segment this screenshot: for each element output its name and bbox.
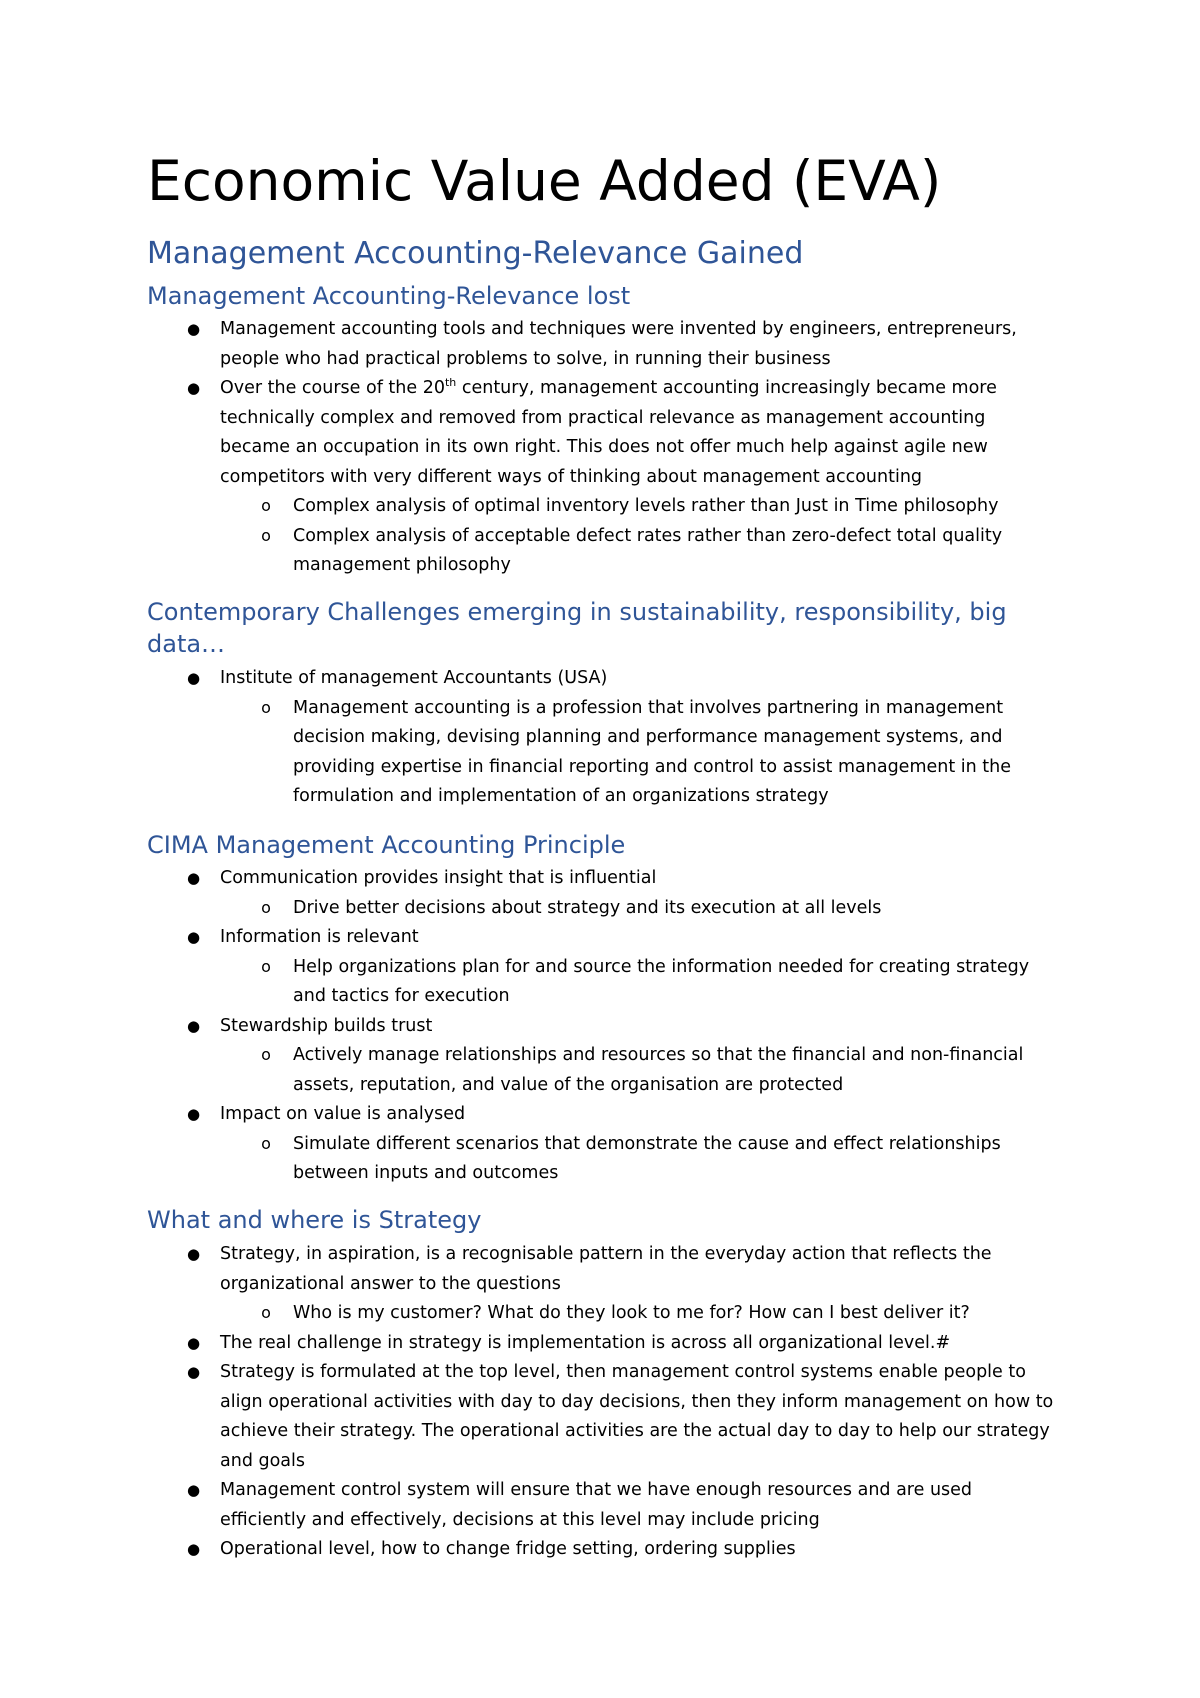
bullet-icon: ● — [187, 869, 201, 887]
list-item — [187, 1012, 1060, 1042]
item-text: Communication provides insight that is influential — [220, 868, 657, 888]
sub-list-item — [261, 953, 1053, 1012]
item-text: Complex analysis of acceptable defect rates rather than zero-defect total quality management philosophy — [293, 525, 1003, 575]
circle-bullet-icon: o — [261, 496, 271, 515]
document-title: Economic Value Added (EVA) — [147, 149, 942, 213]
circle-bullet-icon: o — [261, 1045, 271, 1064]
item-text: Actively manage relationships and resources so that the financial and non-financial assets, reputation, and value of the organisation are protected — [293, 1045, 1024, 1095]
sub-list-item — [261, 492, 1053, 522]
list-item — [187, 1100, 1060, 1130]
sub-list-item — [261, 1041, 1053, 1100]
item-text-end: century, management accounting increasingly became more technically complex and removed from practical relevance as management accounting became an occupation in its own right. This does not offer much help against agile new competitors with very different ways of thinking about management accounting — [220, 378, 997, 487]
bullet-icon: ● — [187, 1105, 201, 1123]
sub-list-item — [261, 694, 1053, 812]
list-item — [187, 1476, 1060, 1535]
list-item — [187, 315, 1060, 374]
item-text: Who is my customer? What do they look to me for? How can I best deliver it? — [293, 1303, 970, 1323]
bullet-icon: ● — [187, 669, 201, 687]
item-text: Strategy is formulated at the top level, then management control systems enable people to align operational activities with day to day decisions, then they inform management on how to achieve their strategy. The operational activities are the actual day to day to help our strategy and goals — [220, 1362, 1054, 1471]
sub-list-item — [261, 1299, 1053, 1329]
circle-bullet-icon: o — [261, 956, 271, 976]
circle-bullet-icon: o — [261, 697, 271, 717]
item-text: Management accounting is a profession that involves partnering in management decision making, devising planning and performance management systems, and providing expertise in financial reporting and control to assist management in the formulation and implementation of an organizations strategy — [293, 697, 1012, 806]
circle-bullet-icon: o — [261, 1303, 271, 1322]
list-cima-principle — [0, 864, 1200, 1189]
sub-list-item — [261, 522, 1053, 581]
item-text: Information is relevant — [220, 927, 419, 947]
heading-cima-principle: CIMA Management Accounting Principle — [147, 831, 626, 859]
bullet-icon: ● — [187, 1540, 201, 1558]
item-text-start: Over the course of the 20 — [220, 378, 445, 398]
bullet-icon: ● — [187, 379, 201, 397]
bullet-icon: ● — [187, 1333, 201, 1352]
bullet-icon: ● — [187, 928, 201, 946]
item-text: Simulate different scenarios that demonstrate the cause and effect relationships between inputs and outcomes — [293, 1133, 1001, 1183]
bullet-icon: ● — [187, 1481, 201, 1499]
list-contemporary-challenges — [0, 664, 1200, 812]
item-text: Drive better decisions about strategy and its execution at all levels — [293, 897, 882, 918]
list-item — [187, 1358, 1060, 1476]
item-text: Help organizations plan for and source the information needed for creating strategy and tactics for execution — [293, 956, 1030, 1006]
list-item — [187, 374, 1060, 492]
bullet-icon: ● — [187, 320, 201, 338]
item-text: Management control system will ensure that we have enough resources and are used efficiently and effectively, decisions at this level may include pricing — [220, 1480, 973, 1530]
heading-strategy: What and where is Strategy — [147, 1206, 482, 1234]
circle-bullet-icon: o — [261, 1133, 271, 1153]
heading-contemporary-challenges: Contemporary Challenges emerging in sustainability, responsibility, big data… — [147, 598, 1007, 658]
sub-list-item — [261, 894, 1053, 924]
list-item — [187, 923, 1060, 953]
item-text: Management accounting tools and techniques were invented by engineers, entrepreneurs, people who had practical problems to solve, in running their business — [220, 319, 1017, 369]
circle-bullet-icon: o — [261, 525, 271, 545]
list-relevance-lost — [0, 315, 1200, 581]
item-text: Stewardship builds trust — [220, 1015, 433, 1036]
circle-bullet-icon: o — [261, 897, 271, 917]
list-item — [187, 1535, 1060, 1565]
bullet-icon: ● — [187, 1016, 201, 1035]
list-item — [187, 864, 1060, 894]
list-item — [187, 664, 1060, 694]
sub-list-item — [261, 1130, 1053, 1189]
heading-relevance-lost: Management Accounting-Relevance lost — [147, 282, 631, 310]
bullet-icon: ● — [187, 1245, 201, 1263]
item-text: Strategy, in aspiration, is a recognisable pattern in the everyday action that reflects the organizational answer to the questions — [220, 1244, 992, 1294]
item-text: Operational level, how to change fridge setting, ordering supplies — [220, 1539, 796, 1559]
item-text: The real challenge in strategy is implementation is across all organizational level.# — [220, 1332, 951, 1353]
bullet-icon: ● — [187, 1363, 201, 1381]
ordinal-suffix: th — [444, 376, 457, 390]
item-text: Impact on value is analysed — [220, 1104, 466, 1124]
item-text: Complex analysis of optimal inventory levels rather than Just in Time philosophy — [293, 496, 999, 516]
heading-relevance-gained: Management Accounting-Relevance Gained — [147, 236, 804, 271]
list-item — [187, 1240, 1060, 1299]
list-strategy — [0, 1240, 1200, 1565]
list-item — [187, 1329, 1060, 1359]
item-text: Institute of management Accountants (USA) — [220, 668, 608, 688]
